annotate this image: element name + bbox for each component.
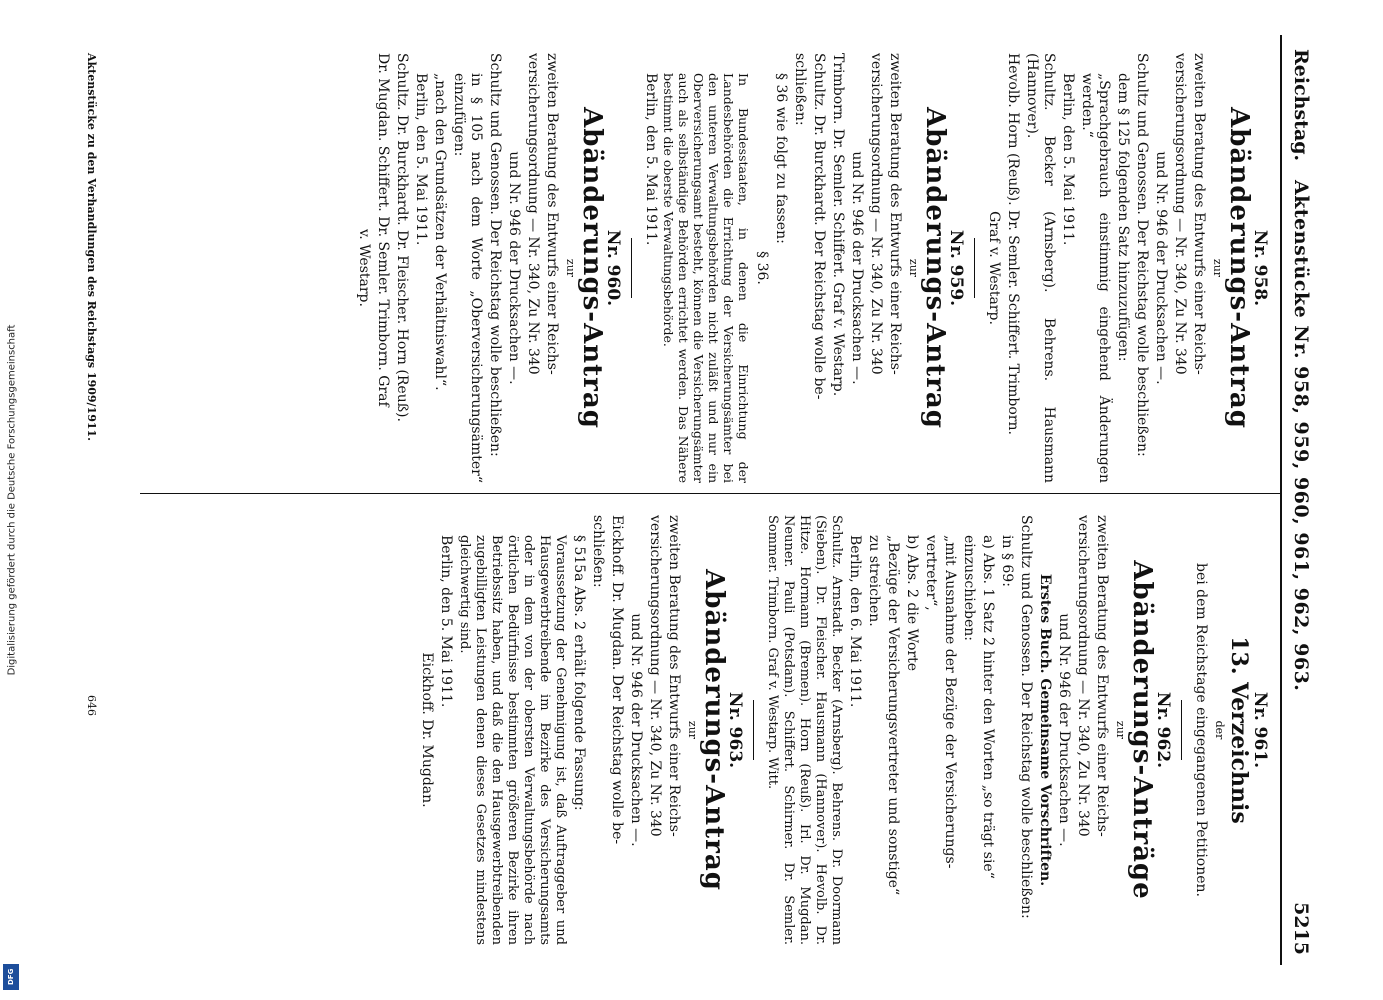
nr960-intro1: zweiten Beratung des Entwurfs einer Reichs- [544, 53, 560, 375]
nr963-body1: Eickhoff. Dr. Mugdan. Der Reichstag wolle be- [609, 515, 625, 845]
nr958-intro3: und Nr. 946 der Drucksachen —. [1153, 151, 1169, 385]
nr963-date: Berlin, den 5. Mai 1911. [438, 535, 454, 708]
nr961-number: Nr. 961. [1250, 691, 1270, 769]
nr959-body1: Trimborn. Dr. Semler. Schiffert. Graf v. Westarp. [830, 53, 846, 397]
nr960-title: Abänderungs-Antrag [577, 107, 607, 429]
nr960-intro2: versicherungsordnung — Nr. 340, Zu Nr. 340 [525, 53, 541, 375]
nr962-a4: vertreter“, [923, 535, 939, 611]
nr959-zur: zur [907, 258, 920, 278]
nr963-intro3: und Nr. 946 der Drucksachen —. [628, 613, 644, 847]
nr958-date: Berlin, den 5. Mai 1911. [1060, 73, 1076, 246]
nr963-body2: schließen: [590, 515, 606, 588]
separator [753, 700, 754, 760]
nr962-signatures: Schultz. Arnstadt. Becker (Arnsberg). Behrens. Dr. Doormann (Sieben). Dr. Fleischer. Hausmann (Hannover). Hevolb. Dr. Hitze. Hormann (Bremen). Horn (Reuß). Irl. Dr. Mugdan. Neuner. Pauli (Potsdam). Schiffert. Schirmer. Dr. Semler. Sommer. Trimborn. Graf v. Westarp. Witt. [765, 515, 844, 945]
page-footer: Aktenstücke zu den Verhandlungen des Reichstags 1909/1911. [85, 53, 98, 441]
nr960-body1: Schultz und Genossen. Der Reichstag wolle beschließen: [487, 53, 503, 457]
nr962-body2: in § 69: [999, 535, 1015, 587]
nr962-book: Erstes Buch. Gemeinsame Vorschriften. [1037, 573, 1053, 887]
nr962-b3: zu streichen. [866, 535, 882, 627]
nr961-line: bei dem Reichstage eingegangenen Petitionen. [1193, 562, 1209, 897]
nr963-text: Voraussetzung der Genehmigung ist, daß Auftraggeber und Hausgewerbtreibende im Bezirke des Versicherungsamts oder in dem von der obersten Verwaltungsbehörde nach örtlichen Bedürfnisse bestimmten größeren Bezirke ihren Betriebssitz haben, und daß die den Hausgewerbtreibenden zugebilligten Leistungen denen dieses Gesetzes mindestens gleichwertig sind. [457, 535, 568, 945]
left-column [353, 53, 1274, 483]
header-left: Reichstag. [1290, 49, 1312, 162]
nr962-number: Nr. 962. [1153, 691, 1173, 769]
nr958-intro2: versicherungsordnung — Nr. 340, Zu Nr. 340 [1172, 53, 1188, 375]
nr960-body3: „nach den Grundsätzen der Verhältniswahl“. [432, 73, 448, 391]
nr960-number: Nr. 960. [603, 229, 623, 307]
nr963-signature: Eickhoff. Dr. Mugdan. [419, 652, 435, 808]
nr960-date: Berlin, den 5. Mai 1911. [413, 73, 429, 246]
nr958-zur: zur [1211, 258, 1224, 278]
nr962-b2: „Bezüge der Versicherungsvertreter und sonstige“ [885, 535, 901, 896]
nr963-intro2: versicherungsordnung — Nr. 340, Zu Nr. 340 [647, 515, 663, 837]
nr962-intro2: versicherungsordnung — Nr. 340, Zu Nr. 340 [1075, 515, 1091, 837]
nr959-body4: § 36 wie folgt zu fassen: [773, 73, 789, 244]
document-page [60, 35, 1320, 965]
nr963-intro1: zweiten Beratung des Entwurfs einer Reichs- [666, 515, 682, 837]
nr959-intro1: zweiten Beratung des Entwurfs einer Reichs- [887, 53, 903, 375]
footer-page-number: 646 [85, 695, 98, 716]
digitization-note [0, 0, 24, 1000]
nr962-zur: zur [1114, 720, 1127, 740]
nr963-body3: § 515a Abs. 2 erhält folgende Fassung: [571, 535, 587, 811]
nr958-title: Abänderungs-Antrag [1224, 107, 1254, 429]
nr958-sig3: Graf v. Westarp. [986, 211, 1002, 325]
nr958-body2: dem § 125 folgenden Satz hinzuzufügen: [1115, 73, 1131, 362]
nr960-zur: zur [564, 258, 577, 278]
header-page-number: 5215 [1290, 902, 1312, 955]
nr963-zur: zur [686, 720, 699, 740]
nr959-title: Abänderungs-Antrag [920, 107, 950, 429]
nr958-sig1: Schultz. Becker (Arnsberg). Behrens. Hausmann (Hannover). [1024, 53, 1057, 483]
nr962-intro1: zweiten Beratung des Entwurfs einer Reichs- [1094, 515, 1110, 837]
nr959-body3: schließen: [792, 53, 808, 126]
nr962-a2: einzuschieben: [961, 535, 977, 641]
digitization-text: Digitalisierung gefördert durch die Deutsche Forschungsgemeinschaft [6, 324, 18, 676]
nr960-sig1: Schultz. Dr. Burckhardt. Dr. Fleischer. Horn (Reuß). [394, 53, 410, 422]
nr962-date: Berlin, den 6. Mai 1911. [847, 535, 863, 708]
page-header [1280, 35, 1320, 965]
nr959-body2: Schultz. Dr. Burckhardt. Der Reichstag wolle be- [811, 53, 827, 400]
nr962-title: Abänderungs-Anträge [1127, 560, 1157, 900]
nr958-sig2: Hevolb. Horn (Reuß). Dr. Semler. Schiffert. Trimborn. [1005, 53, 1021, 435]
nr962-b1: b) Abs. 2 die Worte [904, 535, 920, 672]
nr959-intro2: versicherungsordnung — Nr. 340, Zu Nr. 340 [868, 53, 884, 375]
nr963-number: Nr. 963. [725, 691, 745, 769]
nr959-intro3: und Nr. 946 der Drucksachen —. [849, 151, 865, 385]
separator [631, 238, 632, 298]
nr961-der: der [1213, 720, 1226, 740]
nr959-para: § 36. [754, 251, 770, 285]
nr959-date: Berlin, den 5. Mai 1911. [643, 73, 659, 246]
dfg-logo: DFG [3, 964, 19, 990]
nr962-a3: „mit Ausnahme der Bezüge der Versicherungs- [942, 535, 958, 869]
nr958-body3: „Sprachgebrauch einstimmig eingehend Änderungen werden.“ [1079, 73, 1112, 483]
nr959-number: Nr. 959. [946, 229, 966, 307]
nr961-title: 13. Verzeichnis [1226, 636, 1252, 824]
nr958-intro1: zweiten Beratung des Entwurfs einer Reichs- [1191, 53, 1207, 375]
separator [974, 238, 975, 298]
nr958-number: Nr. 958. [1250, 229, 1270, 307]
nr960-sig3: v. Westarp. [356, 229, 372, 307]
column-divider [140, 493, 1280, 494]
nr962-body1: Schultz und Genossen. Der Reichstag wolle beschließen: [1018, 515, 1034, 919]
nr962-a1: a) Abs. 1 Satz 2 hinter den Worten „so trägt sie“ [980, 535, 996, 879]
nr962-intro3: und Nr. 946 der Drucksachen —. [1056, 613, 1072, 847]
nr959-text: In Bundesstaaten, in denen die Einrichtung der Landesbehörden die Errichtung der Versicherungsämter bei den unteren Verwaltungsbehörden nicht zuläßt und nur ein Oberversicherungsamt besteht, können die Versicherungsämter auch als selbständige Behörden errichtet werden. Das Nähere bestimmt die oberste Verwaltungsbehörde. [661, 73, 751, 483]
nr960-body2: in § 105 nach dem Worte „Oberversicherungsämter“ einzufügen: [451, 73, 484, 483]
nr963-title: Abänderungs-Antrag [699, 569, 729, 891]
separator [1181, 700, 1182, 760]
header-center: Aktenstücke Nr. 958, 959, 960, 961, 962, 963. [1290, 180, 1312, 692]
right-column [416, 515, 1274, 945]
nr960-sig2: Dr. Mugdan. Schiffert. Dr. Semler. Trimborn. Graf [375, 53, 391, 407]
nr958-body1: Schultz und Genossen. Der Reichstag wolle beschließen: [1134, 53, 1150, 457]
nr960-intro3: und Nr. 946 der Drucksachen —. [506, 151, 522, 385]
